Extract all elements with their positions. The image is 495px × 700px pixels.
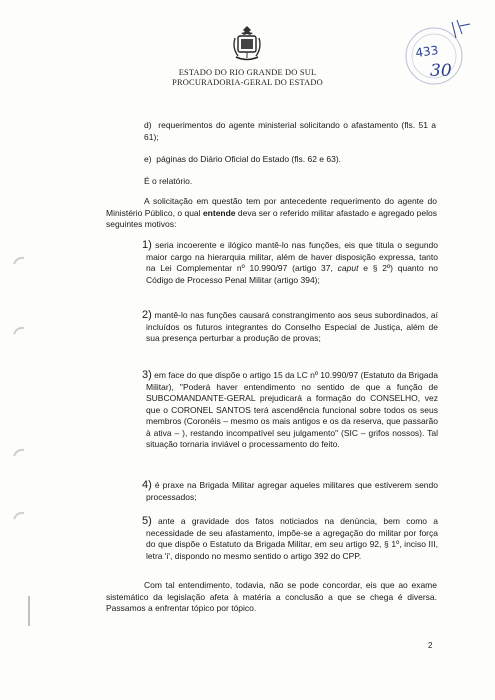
motive-italic: caput [337, 263, 359, 273]
handwritten-folio: 30 [430, 61, 452, 81]
protocol-stamp [394, 16, 476, 88]
punch-hole-mark [12, 447, 26, 459]
intro-paragraph [106, 196, 437, 231]
motive-number: 5) [142, 515, 152, 527]
intro-text-before: A solicitação em questão tem por antecedente requerimento do agente do Ministério Público, o qual [106, 196, 437, 218]
initials-signature [452, 20, 470, 38]
motive-text: em face do que dispõe o artigo 15 da LC nº 10.990/97 (Estatuto da Brigada Militar), "Poderá haver entendimento no sentido de que a função de SUBCOMANDANTE-GERAL prejudicará a formação do CONSELHO, vez que o CORONEL SANTOS terá ascendência funcional sobre todos os seus membros (Coronéis – mesmo os mais antigos e os da reserva, que passarão à ativa – ), restando incompatível seu julgamento" (SIC – grifos nossos). Tal situação tornaria inviável o processamento do feito. [146, 370, 438, 449]
state-coat-of-arms-icon [232, 24, 262, 62]
punch-hole-mark [12, 325, 26, 337]
motive-text: mantê-lo nas funções causará constrangimento aos seus subordinados, aí incluídos os futuros integrantes do Conselho Especial de Justiça, além de sua presença perturbar a produção de provas; [146, 310, 438, 343]
motive-number: 1) [142, 239, 152, 251]
closing-paragraph: Com tal entendimento, todavia, não se pode concordar, eis que ao exame sistemático da legislação afeta à matéria a conclusão a que se chega é diversa. Passamos a enfrentar tópico por tópico. [106, 580, 437, 613]
page-number: 2 [428, 641, 433, 650]
motive-number: 3) [142, 369, 152, 381]
margin-scan-mark [28, 596, 30, 626]
punch-hole-mark [12, 510, 26, 522]
item-d: d) requerimentos do agente ministerial solicitando o afastamento (fls. 51 a 61); [144, 120, 436, 142]
item-e: e) páginas do Diário Oficial do Estado (fls. 62 e 63). [144, 154, 342, 164]
motive-text: ante a gravidade dos fatos noticiados na denúncia, bem como a necessidade de seu afastamento, impõe-se a agregação do militar por força do que dispõe o Estatuto da Brigada Militar, em seu artigo 92, § 1º, inciso III, letra 'i', dispondo no mesmo sentido o artigo 392 do CPP. [146, 516, 438, 561]
motive-text: é praxe na Brigada Militar agregar aqueles militares que estiverem sendo processados; [146, 480, 438, 502]
header-state: ESTADO DO RIO GRANDE DO SUL [178, 68, 317, 77]
motive-5 [142, 515, 438, 562]
motive-1 [142, 239, 438, 286]
motive-number: 2) [142, 309, 152, 321]
intro-text-after: deva ser o referido militar afastado e agregado pelos seguintes motivos: [106, 207, 437, 229]
header-agency: PROCURADORIA-GERAL DO ESTADO [172, 78, 323, 87]
motive-4 [142, 479, 438, 503]
motive-3 [142, 369, 438, 451]
motive-text: seria incoerente e ilógico mantê-lo nas funções, eis que titula o segundo maior cargo na hierarquia militar, além de haver disposição expressa, tanto na Lei Complementar nº 10.990/97 (artigo 37, [146, 240, 438, 273]
report-closing: É o relatório. [144, 176, 193, 186]
punch-hole-mark [12, 255, 26, 267]
intro-emphasis: entende [202, 207, 236, 218]
motive-2 [142, 309, 438, 345]
motive-text-end: e § 2º) quanto no Código de Processo Penal Militar (artigo 394); [146, 263, 438, 285]
stamp-number: 433 [414, 43, 440, 61]
motive-number: 4) [142, 479, 152, 491]
